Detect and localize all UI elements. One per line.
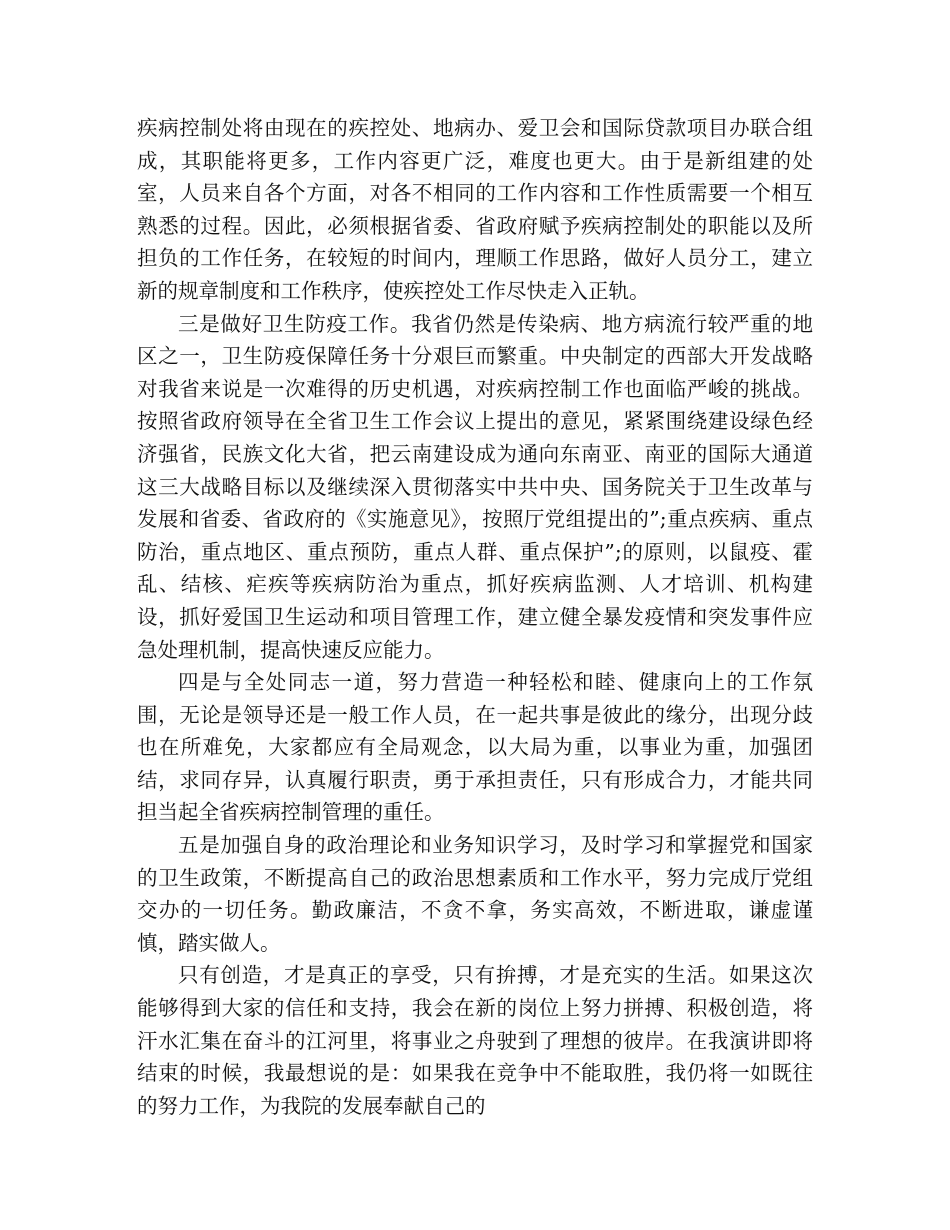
paragraph-closing: 只有创造，才是真正的享受，只有拚搏，才是充实的生活。如果这次能够得到大家的信任和支持，我会在新的岗位上努力拼搏、积极创造，将汗水汇集在奋斗的江河里，将事业之舟驶到了理想的彼岸。在我演讲即将结束的时候，我最想说的是：如果我在竞争中不能取胜，我仍将一如既往的努力工作，为我院的发展奉献自己的 bbox=[137, 963, 813, 1118]
document-body bbox=[137, 112, 813, 1122]
paragraph-continuation: 疾病控制处将由现在的疾控处、地病办、爱卫会和国际贷款项目办联合组成，其职能将更多，工作内容更广泛，难度也更大。由于是新组建的处室，人员来自各个方面，对各不相同的工作内容和工作性质需要一个相互熟悉的过程。因此，必须根据省委、省政府赋予疾病控制处的职能以及所担负的工作任务，在较短的时间内，理顺工作思路，做好人员分工，建立新的规章制度和工作秩序，使疾控处工作尽快走入正轨。 bbox=[137, 116, 813, 303]
paragraph-epidemic-prevention: 三是做好卫生防疫工作。我省仍然是传染病、地方病流行较严重的地区之一，卫生防疫保障任务十分艰巨而繁重。中央制定的西部大开发战略对我省来说是一次难得的历史机遇，对疾病控制工作也面临严峻的挑战。按照省政府领导在全省卫生工作会议上提出的意见，紧紧围绕建设绿色经济强省，民族文化大省，把云南建设成为通向东南亚、南亚的国际大通道这三大战略目标以及继续深入贯彻落实中共中央、国务院关于卫生改革与发展和省委、省政府的《实施意见》，按照厅党组提出的”;重点疾病、重点防治，重点地区、重点预防，重点人群、重点保护”;的原则，以鼠疫、霍乱、结核、疟疾等疾病防治为重点，抓好疾病监测、人才培训、机构建设，抓好爱国卫生运动和项目管理工作，建立健全暴发疫情和突发事件应急处理机制，提高快速反应能力。 bbox=[137, 311, 813, 662]
paragraph-self-study: 五是加强自身的政治理论和业务知识学习，及时学习和掌握党和国家的卫生政策，不断提高自己的政治思想素质和工作水平，努力完成厅党组交办的一切任务。勤政廉洁，不贪不拿，务实高效，不断进取，谦虚谨慎，踏实做人。 bbox=[137, 833, 813, 955]
paragraph-work-atmosphere: 四是与全处同志一道，努力营造一种轻松和睦、健康向上的工作氛围，无论是领导还是一般工作人员，在一起共事是彼此的缘分，出现分歧也在所难免，大家都应有全局观念，以大局为重，以事业为重，加强团结，求同存异，认真履行职责，勇于承担责任，只有形成合力，才能共同担当起全省疾病控制管理的重任。 bbox=[137, 670, 813, 825]
